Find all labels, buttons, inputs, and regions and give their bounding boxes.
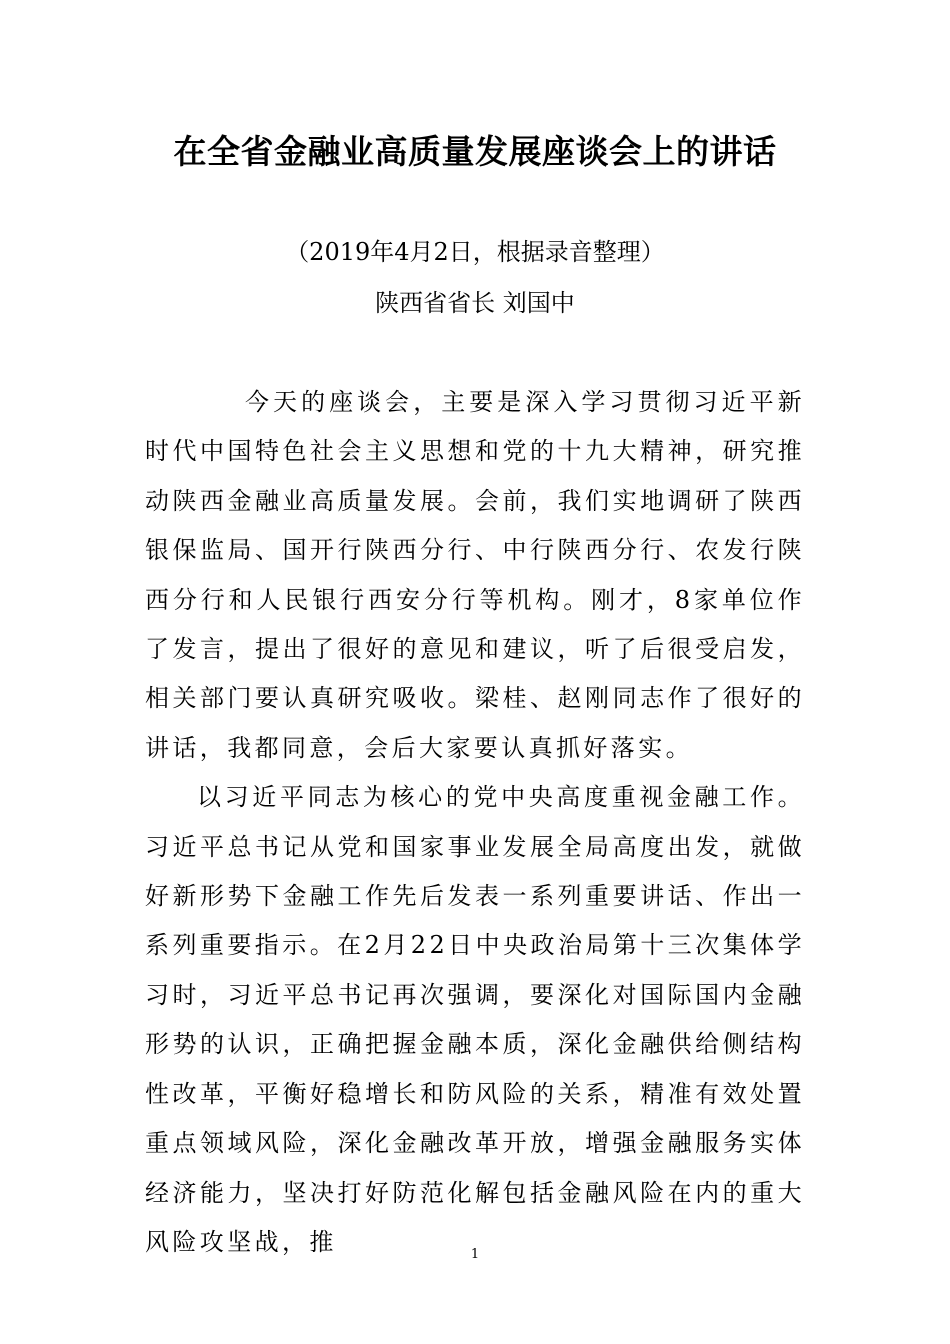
paragraph: 今天的座谈会，主要是深入学习贯彻习近平新时代中国特色社会主义思想和党的十九大精神，研究推动陕西金融业高质量发展。会前，我们实地调研了陕西银保监局、国开行陕西分行、中行陕西分行、农发行陕西分行和人民银行西安分行等机构。刚才，8家单位作了发言，提出了很好的意见和建议，听了后很受启发，相关部门要认真研究吸收。梁桂、赵刚同志作了很好的讲话，我都同意，会后大家要认真抓好落实。 xyxy=(145,388,805,762)
document-body xyxy=(145,378,805,1267)
document-title: 在全省金融业高质量发展座谈会上的讲话 xyxy=(173,132,777,171)
page-number: 1 xyxy=(470,1247,480,1262)
document-subtitle: （2019年4月2日，根据录音整理） xyxy=(285,238,665,266)
paragraph: 以习近平同志为核心的党中央高度重视金融工作。习近平总书记从党和国家事业发展全局高度出发，就做好新形势下金融工作先后发表一系列重要讲话、作出一系列重要指示。在2月22日中央政治局第十三次集体学习时，习近平总书记再次强调，要深化对国际国内金融形势的认识，正确把握金融本质，深化金融供给侧结构性改革，平衡好稳增长和防风险的关系，精准有效处置重点领域风险，深化金融改革开放，增强金融服务实体经济能力，坚决打好防范化解包括金融风险在内的重大风险攻坚战，推 xyxy=(145,783,805,1256)
document-author: 陕西省省长 刘国中 xyxy=(375,289,575,317)
